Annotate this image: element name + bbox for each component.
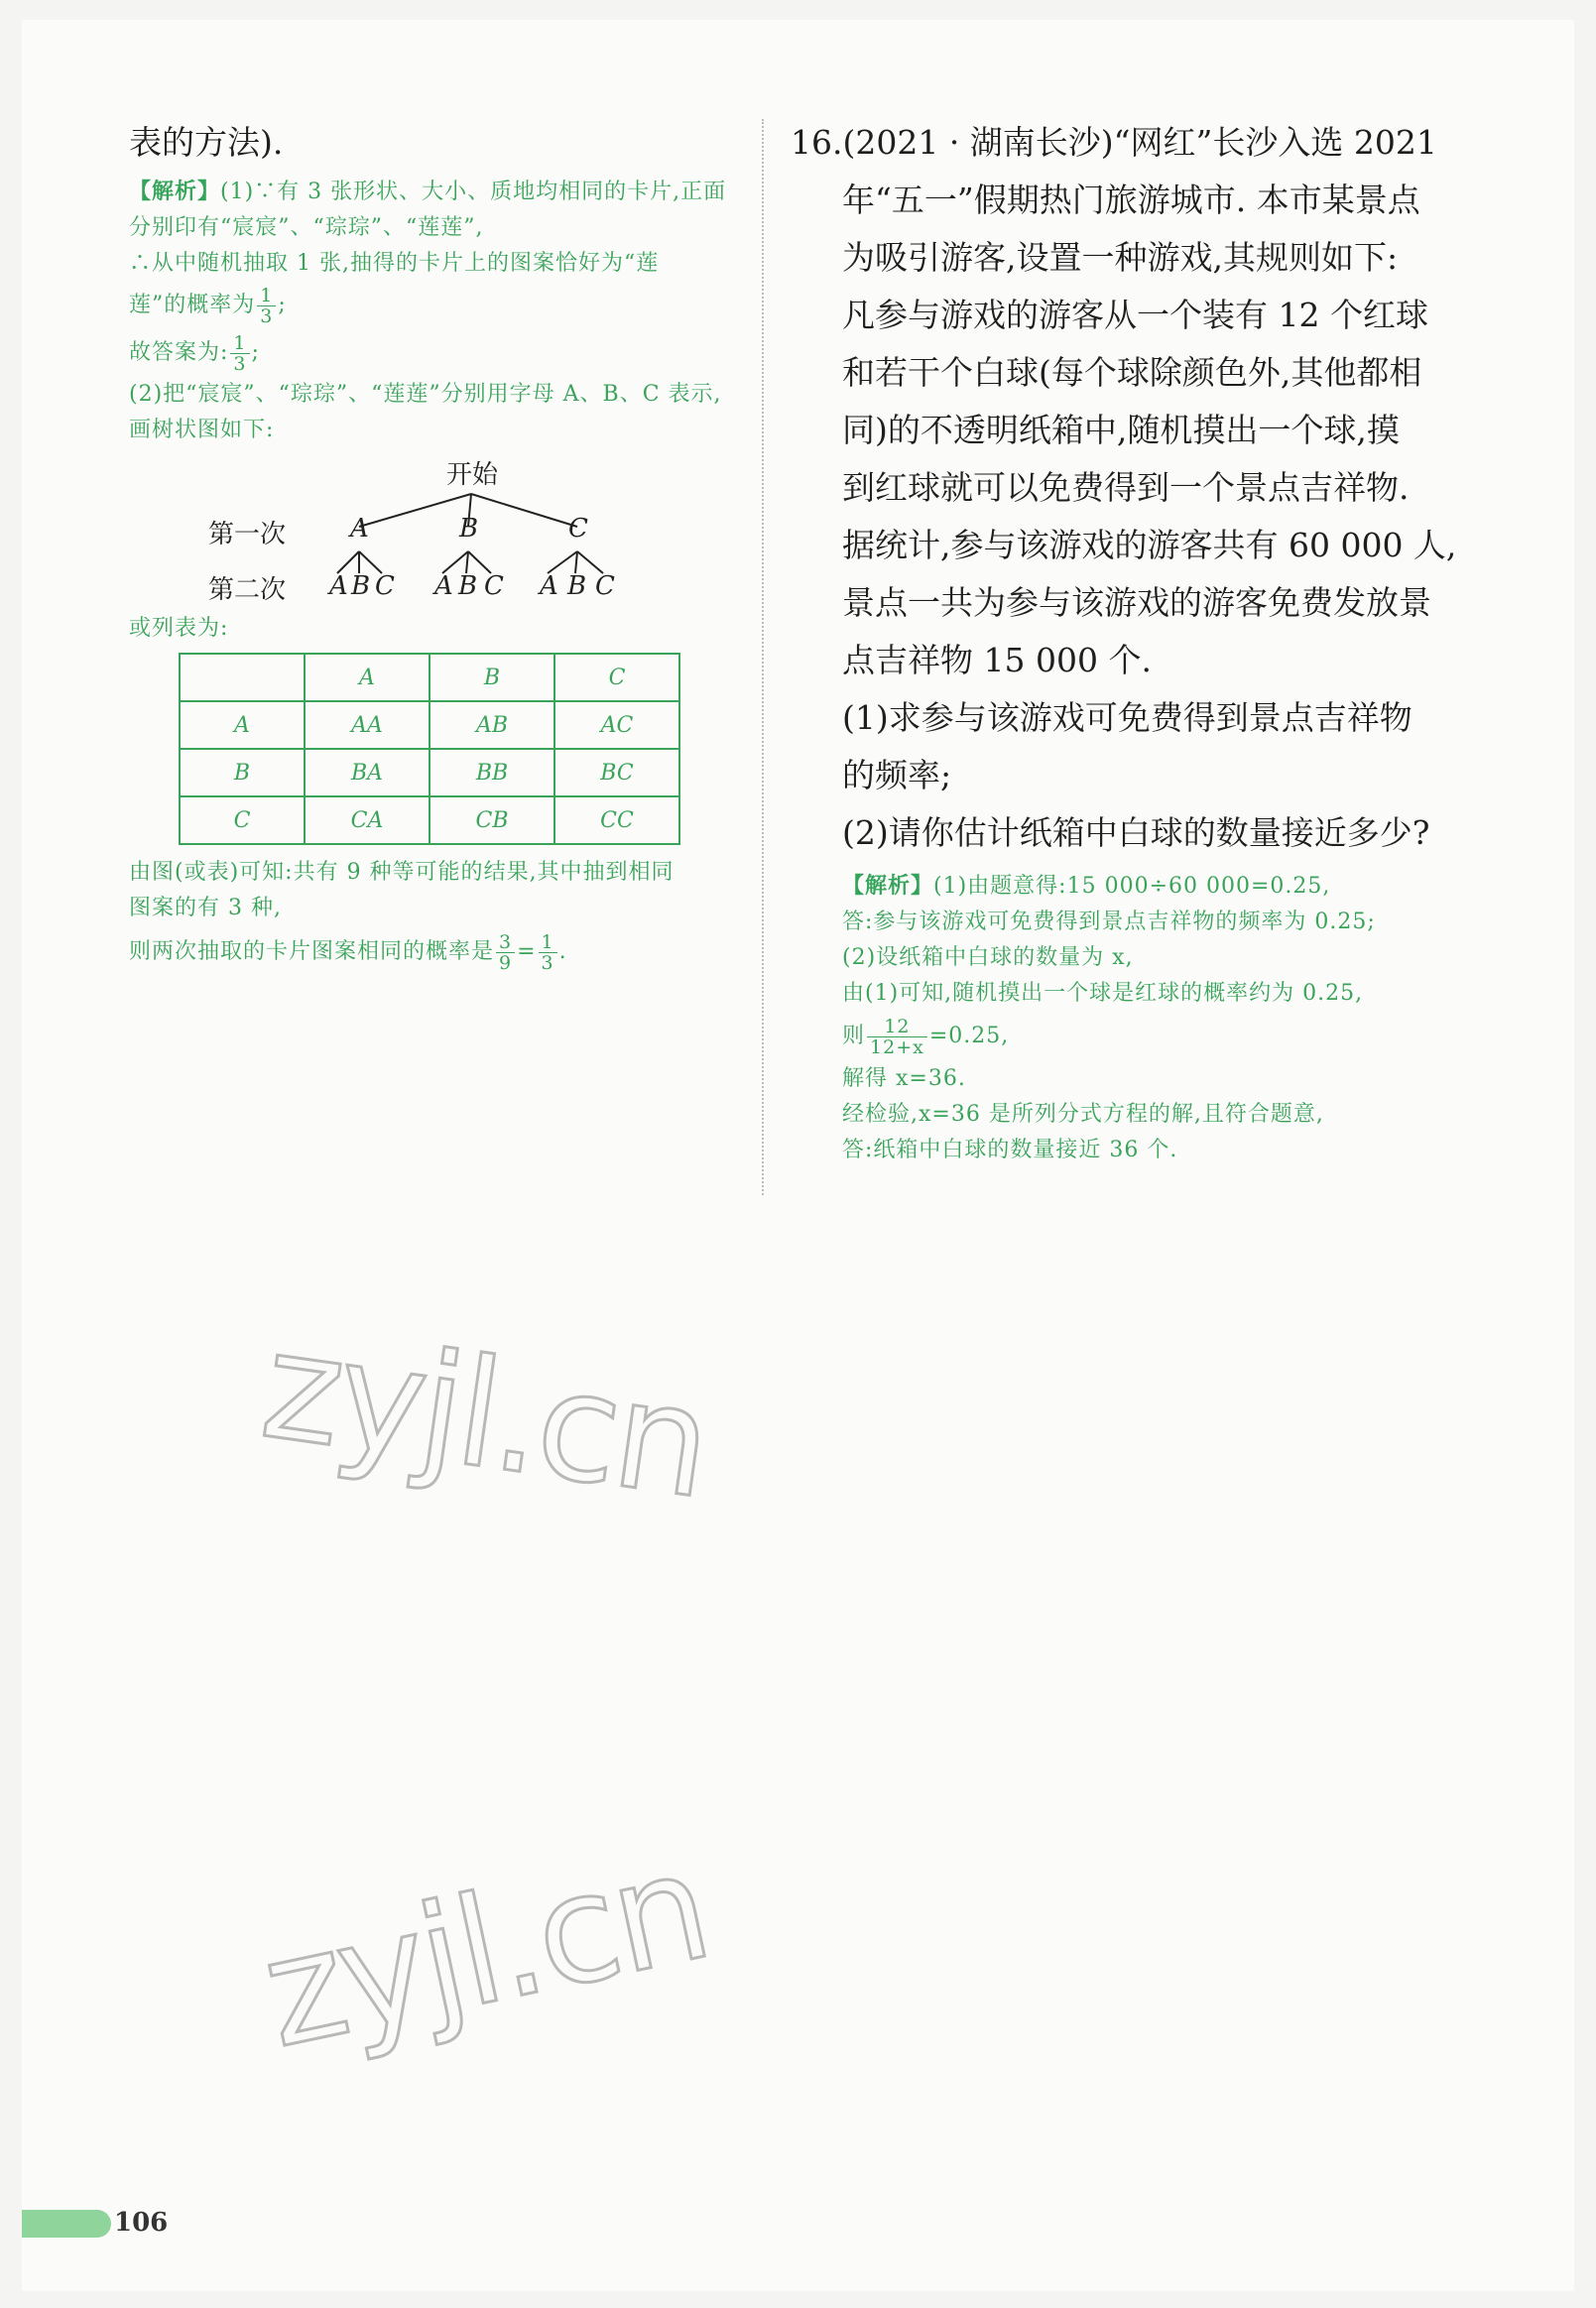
page-number: 106 (114, 2208, 169, 2238)
tree-level1-label: 第一次 (208, 520, 287, 549)
question-line: 据统计,参与该游戏的游客共有 60 000 人, (842, 526, 1457, 564)
analysis-line: 答:纸箱中白球的数量接近 36 个. (842, 1138, 1178, 1162)
question-part-1: (1)求参与该游戏可免费得到景点吉祥物 (842, 698, 1412, 737)
analysis-line: 经检验,x=36 是所列分式方程的解,且符合题意, (842, 1102, 1324, 1127)
watermark: zyjl.cn (253, 1298, 718, 1532)
analysis-line: 解得 x=36. (842, 1066, 966, 1091)
table-row (180, 749, 679, 796)
fraction: $\frac{12}{12+x}$ (867, 1017, 927, 1057)
table-header-row (180, 654, 679, 701)
question-line: 点吉祥物 15 000 个. (842, 641, 1152, 679)
tree-leaf: C (375, 571, 395, 601)
question-line: 景点一共为参与该游戏的游客免费发放景 (842, 583, 1431, 622)
analysis-line: (1)∵有 3 张形状、大小、质地均相同的卡片,正面 (220, 180, 727, 204)
table-cell: C (180, 796, 305, 844)
table-cell: B (180, 749, 305, 796)
question-line: 同)的不透明纸箱中,随机摸出一个球,摸 (842, 411, 1400, 449)
analysis-line: (2)设纸箱中白球的数量为 x, (842, 945, 1134, 970)
analysis-line: (2)把“宸宸”、“琮琮”、“莲莲”分别用字母 A、B、C 表示, (129, 382, 722, 407)
tree-level2-label: 第二次 (208, 575, 287, 605)
question-line: 16.(2021 · 湖南长沙)“网红”长沙入选 2021 (791, 123, 1437, 162)
table-cell: AC (554, 701, 679, 749)
table-cell: CC (554, 796, 679, 844)
table-row (180, 796, 679, 844)
question-line: 到红球就可以免费得到一个景点吉祥物. (842, 468, 1410, 507)
question-line: 和若干个白球(每个球除颜色外,其他都相 (842, 353, 1422, 392)
tree-node: A (350, 514, 369, 544)
table-cell (180, 654, 305, 701)
table-cell: BC (554, 749, 679, 796)
analysis-line: 由(1)可知,随机摸出一个球是红球的概率约为 0.25, (842, 981, 1364, 1006)
question-part-1: 的频率; (842, 756, 952, 794)
right-column (791, 114, 1495, 1168)
table-cell: C (554, 654, 679, 701)
table-cell: A (305, 654, 430, 701)
analysis-line: 画树状图如下: (129, 418, 275, 442)
tree-leaf: C (484, 571, 504, 601)
fraction: $\frac{1}{3}$ (539, 932, 557, 973)
table-cell: CB (430, 796, 554, 844)
table-cell: AB (430, 701, 554, 749)
question-line: 年“五一”假期热门旅游城市. 本市某景点 (842, 181, 1420, 219)
tree-node: B (459, 514, 479, 544)
tree-start-label: 开始 (446, 460, 499, 490)
analysis-block-left: 【解析】(1)∵有 3 张形状、大小、质地均相同的卡片,正面 分别印有“宸宸”、“琮琮”、“莲莲”, ∴从中随机抽取 1 张,抽得的卡片上的图案恰好为“莲 莲”的概率为 $\frac{1}{3}$ ; 故答案为: $\frac{1}{3}$ ; (2)把“宸宸”、“琮琮”、“莲莲”分别用字母 A、B、C 表示, 画树状图如下: (129, 174, 774, 448)
table-row (180, 701, 679, 749)
analysis-line: 莲”的概率为 (129, 293, 256, 317)
question-line: 凡参与游戏的游客从一个装有 12 个红球 (842, 296, 1428, 334)
table-cell: B (430, 654, 554, 701)
tree-leaf: A (540, 571, 558, 601)
analysis-line: 则 (842, 1024, 866, 1048)
tree-node: C (568, 514, 588, 544)
analysis-line: 图案的有 3 种, (129, 896, 282, 920)
fraction: $\frac{1}{3}$ (230, 333, 249, 374)
tree-leaf: B (458, 571, 478, 601)
tree-leaf: A (329, 571, 348, 601)
analysis-line: 则两次抽取的卡片图案相同的概率是 (129, 939, 495, 964)
result-table (179, 653, 680, 845)
analysis-tag: 【解析】 (842, 873, 934, 899)
table-cell: A (180, 701, 305, 749)
left-column: 表的方法). 【解析】(1)∵有 3 张形状、大小、质地均相同的卡片,正面 分别印有“宸宸”、“琮琮”、“莲莲”, ∴从中随机抽取 1 张,抽得的卡片上的图案恰好为“莲 莲”的概率为 $\frac{1}{3}$ ; 故答案为: $\frac{1}{3}$ ; (2)把“宸宸”、“琮琮”、“莲莲”分别用字母 A、B、C 表示, 画树状图如下: 开始 第一次 第二次 A B C A B C A B C A B C 或列表为: A B C A AA AB AC B BA BB BC C CA CB CC 由图(或表)可知:共有 9 种等可能的结果,其中抽到相同 图案的有 3 种, 则两次抽取的卡片图案相同的概率是 $\frac{3}{9}$ = $\frac{1}{3}$ . (129, 114, 774, 978)
fraction: $\frac{1}{3}$ (257, 286, 276, 326)
question-part-2: (2)请你估计纸箱中白球的数量接近多少? (842, 813, 1430, 852)
tree-leaf: B (351, 571, 371, 601)
tree-leaf: B (567, 571, 587, 601)
analysis-line: ∴从中随机抽取 1 张,抽得的卡片上的图案恰好为“莲 (129, 251, 660, 276)
tree-leaf: C (595, 571, 615, 601)
analysis-tag: 【解析】 (129, 179, 221, 204)
analysis-line: 由图(或表)可知:共有 9 种等可能的结果,其中抽到相同 (129, 860, 675, 885)
tree-diagram (208, 452, 625, 611)
analysis-block-right: 【解析】(1)由题意得:15 000÷60 000=0.25, 答:参与该游戏可免费得到景点吉祥物的频率为 0.25; (2)设纸箱中白球的数量为 x, 由(1)可知,随机摸出一个球是红球的概率约为 0.25, 则 $\frac{12}{12+x}$ =0.25, 解得 x=36. 经检验,x=36 是所列分式方程的解,且符合题意, 答:纸箱中白球的数量接近 36 个. (791, 868, 1495, 1168)
continued-text: 表的方法). (129, 123, 284, 162)
question-line: 为吸引游客,设置一种游戏,其规则如下: (842, 238, 1399, 277)
watermark: zyjl.cn (249, 1820, 721, 2082)
table-cell: BB (430, 749, 554, 796)
analysis-line: 故答案为: (129, 340, 229, 365)
analysis-line: 答:参与该游戏可免费得到景点吉祥物的频率为 0.25; (842, 910, 1376, 934)
table-cell: AA (305, 701, 430, 749)
question-16 (791, 114, 1495, 862)
analysis-line: (1)由题意得:15 000÷60 000=0.25, (933, 874, 1331, 899)
page-number-tab (22, 2210, 111, 2238)
tree-leaf: A (434, 571, 453, 601)
table-cell: BA (305, 749, 430, 796)
fraction: $\frac{3}{9}$ (496, 932, 515, 973)
analysis-line: 分别印有“宸宸”、“琮琮”、“莲莲”, (129, 215, 484, 240)
analysis-line: 或列表为: (129, 616, 229, 641)
table-cell: CA (305, 796, 430, 844)
